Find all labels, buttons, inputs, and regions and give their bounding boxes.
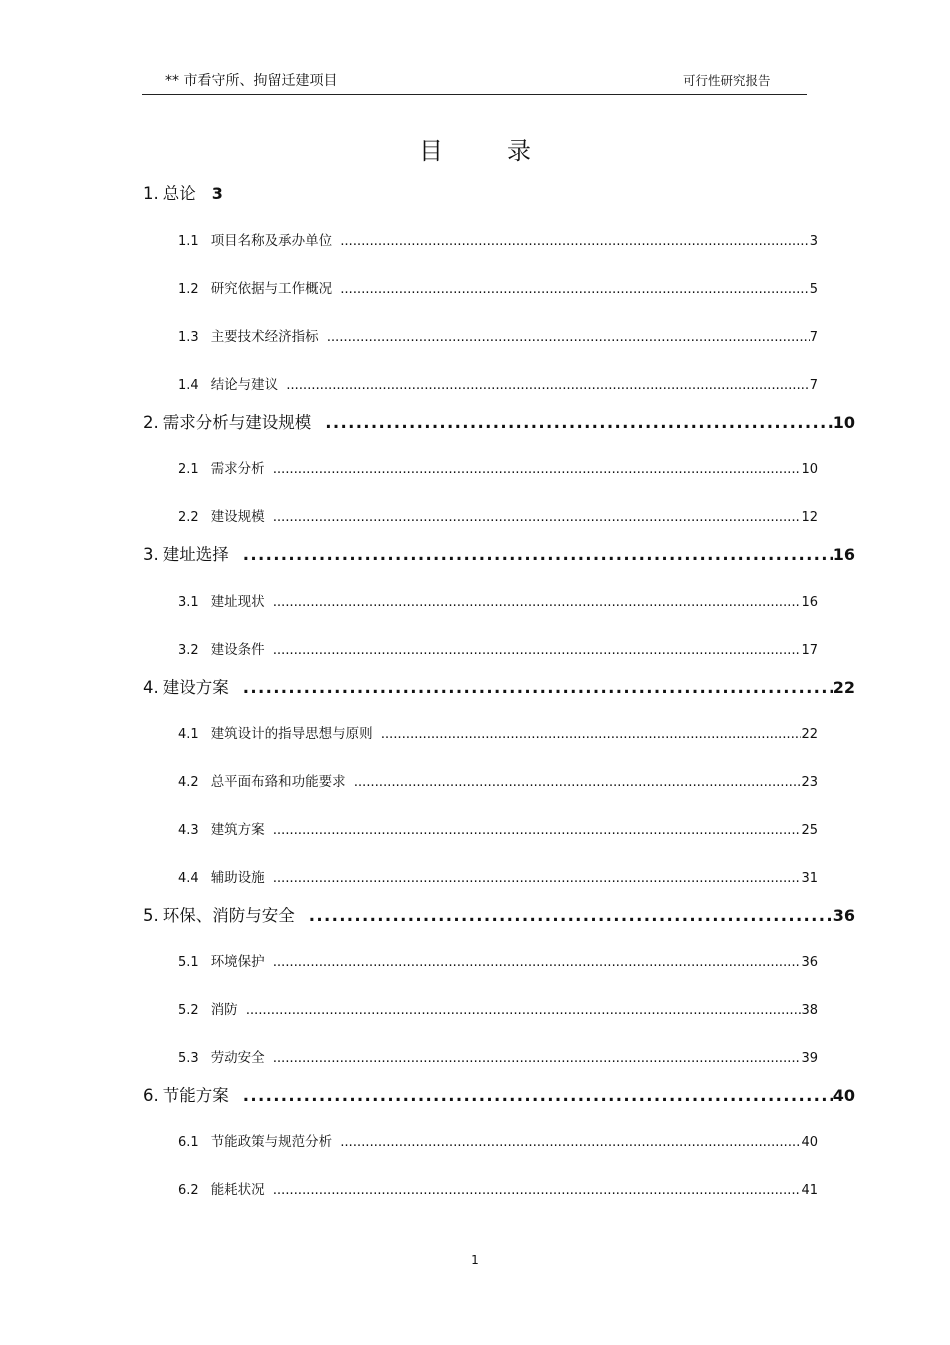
toc-entry-label: 节能政策与规范分析 [210,1134,333,1150]
toc-dot-leader [243,545,833,564]
toc-entry[interactable] [178,950,818,970]
toc-dot-leader [340,233,810,249]
toc-entry-page: 36 [801,955,818,970]
toc-entry-number: 6. [143,1086,159,1105]
toc-entry-label: 消防 [210,1002,238,1018]
toc-dot-leader [325,413,832,432]
toc-dot-leader [273,1182,802,1198]
toc-entry-page: 22 [832,678,855,697]
toc-entry-page: 5 [809,282,818,297]
toc-dot-leader [273,509,802,525]
toc-entry[interactable] [178,770,818,790]
running-header-title: ** 市看守所、拘留迁建项目 [165,73,338,89]
toc-entry-page: 41 [801,1183,818,1198]
toc-entry-page: 10 [832,413,855,432]
toc-entry[interactable] [143,1082,855,1106]
toc-entry-number: 2. [143,413,159,432]
toc-entry-page: 7 [809,378,818,393]
toc-entry-number: 5.2 [178,1003,199,1018]
toc-entry[interactable] [178,998,818,1018]
toc-dot-leader [273,1050,802,1066]
toc-dot-leader [273,594,802,610]
toc-entry-number: 5.1 [178,955,199,970]
toc-entry-page: 25 [801,823,818,838]
toc-entry-number: 6.2 [178,1183,199,1198]
toc-entry-number: 4.1 [178,727,199,742]
toc-entry[interactable] [178,229,818,249]
toc-entry-number: 1. [143,184,159,203]
toc-entry-label: 建筑方案 [210,822,265,838]
toc-entry-number: 5.3 [178,1051,199,1066]
toc-entry-number: 4.4 [178,871,199,886]
toc-entry-page: 16 [801,595,818,610]
toc-entry[interactable] [143,902,855,926]
toc-entry-label: 主要技术经济指标 [210,329,319,345]
toc-dot-leader [273,822,802,838]
toc-entry-label: 建设条件 [210,642,265,658]
toc-entry-number: 5. [143,906,159,925]
toc-dot-leader [340,281,810,297]
toc-entry-label: 劳动安全 [210,1050,265,1066]
toc-title: 目录 [419,137,595,165]
toc-entry-number: 1.3 [178,330,199,345]
toc-entry-page: 16 [832,545,855,564]
toc-entry-number: 3. [143,545,159,564]
toc-entry[interactable] [178,638,818,658]
toc-entry[interactable] [143,409,855,433]
toc-entry-label: 研究依据与工作概况 [210,281,333,297]
toc-dot-leader [309,906,833,925]
toc-entry[interactable] [143,541,855,565]
toc-entry-label: 建址选择 [162,545,229,564]
toc-dot-leader [246,1002,802,1018]
toc-entry[interactable] [178,866,818,886]
toc-entry-page: 31 [801,871,818,886]
toc-entry-label: 建设规模 [210,509,265,525]
toc-entry-page: 3 [809,234,818,249]
toc-entry[interactable] [143,674,855,698]
toc-entry-number: 3.1 [178,595,199,610]
toc-entry-number: 1.1 [178,234,199,249]
toc-entry-page: 17 [801,643,818,658]
toc-entry[interactable] [178,457,818,477]
toc-entry-page: 3 [211,184,223,203]
toc-entry-label: 建设方案 [162,678,229,697]
toc-dot-leader [340,1134,801,1150]
toc-dot-leader [273,461,802,477]
toc-entry-number: 4.3 [178,823,199,838]
toc-entry-label: 建址现状 [210,594,265,610]
toc-entry-label: 环境保护 [210,954,265,970]
toc-entry[interactable] [178,722,818,742]
toc-entry-label: 总平面布臵和功能要求 [210,774,346,790]
toc-entry-page: 22 [801,727,818,742]
toc-entry-label: 结论与建议 [210,377,279,393]
toc-entry[interactable] [178,590,818,610]
toc-entry-number: 6.1 [178,1135,199,1150]
toc-entry[interactable] [178,277,818,297]
toc-entry[interactable] [178,818,818,838]
toc-entry-page: 39 [801,1051,818,1066]
toc-dot-leader [354,774,802,790]
toc-entry[interactable] [178,1130,818,1150]
toc-entry-number: 4.2 [178,775,199,790]
toc-dot-leader [381,726,802,742]
toc-entry-page: 7 [809,330,818,345]
toc-entry-label: 节能方案 [162,1086,229,1105]
toc-entry-page: 10 [801,462,818,477]
toc-entry-number: 3.2 [178,643,199,658]
toc-entry-label: 需求分析与建设规模 [162,413,312,432]
toc-dot-leader [243,1086,833,1105]
toc-entry-label: 能耗状况 [210,1182,265,1198]
toc-dot-leader [243,678,833,697]
toc-dot-leader [327,329,810,345]
toc-entry-number: 4. [143,678,159,697]
page-number: 1 [471,1253,479,1267]
toc-entry-number: 2.1 [178,462,199,477]
toc-entry-page: 38 [801,1003,818,1018]
toc-entry-number: 2.2 [178,510,199,525]
toc-entry-label: 需求分析 [210,461,265,477]
toc-entry-number: 1.4 [178,378,199,393]
toc-dot-leader [273,870,802,886]
toc-entry[interactable] [178,1046,818,1066]
toc-dot-leader [273,642,802,658]
toc-entry-page: 12 [801,510,818,525]
toc-entry[interactable] [143,180,855,204]
running-header-doc-type: 可行性研究报告 [683,73,771,88]
toc-entry-page: 36 [832,906,855,925]
toc-entry[interactable] [178,373,818,393]
toc-entry[interactable] [178,1178,818,1198]
toc-entry-label: 辅助设施 [210,870,265,886]
toc-entry-label: 总论 [162,184,196,203]
toc-entry-label: 环保、消防与安全 [162,906,295,925]
header-divider [142,94,807,95]
toc-entry-label: 项目名称及承办单位 [210,233,333,249]
toc-entry[interactable] [178,505,818,525]
toc-entry-label: 建筑设计的指导思想与原则 [210,726,373,742]
toc-entry-page: 40 [832,1086,855,1105]
toc-dot-leader [286,377,810,393]
toc-entry-page: 23 [801,775,818,790]
toc-entry-number: 1.2 [178,282,199,297]
toc-entry-page: 40 [801,1135,818,1150]
toc-entry[interactable] [178,325,818,345]
toc-dot-leader [273,954,802,970]
